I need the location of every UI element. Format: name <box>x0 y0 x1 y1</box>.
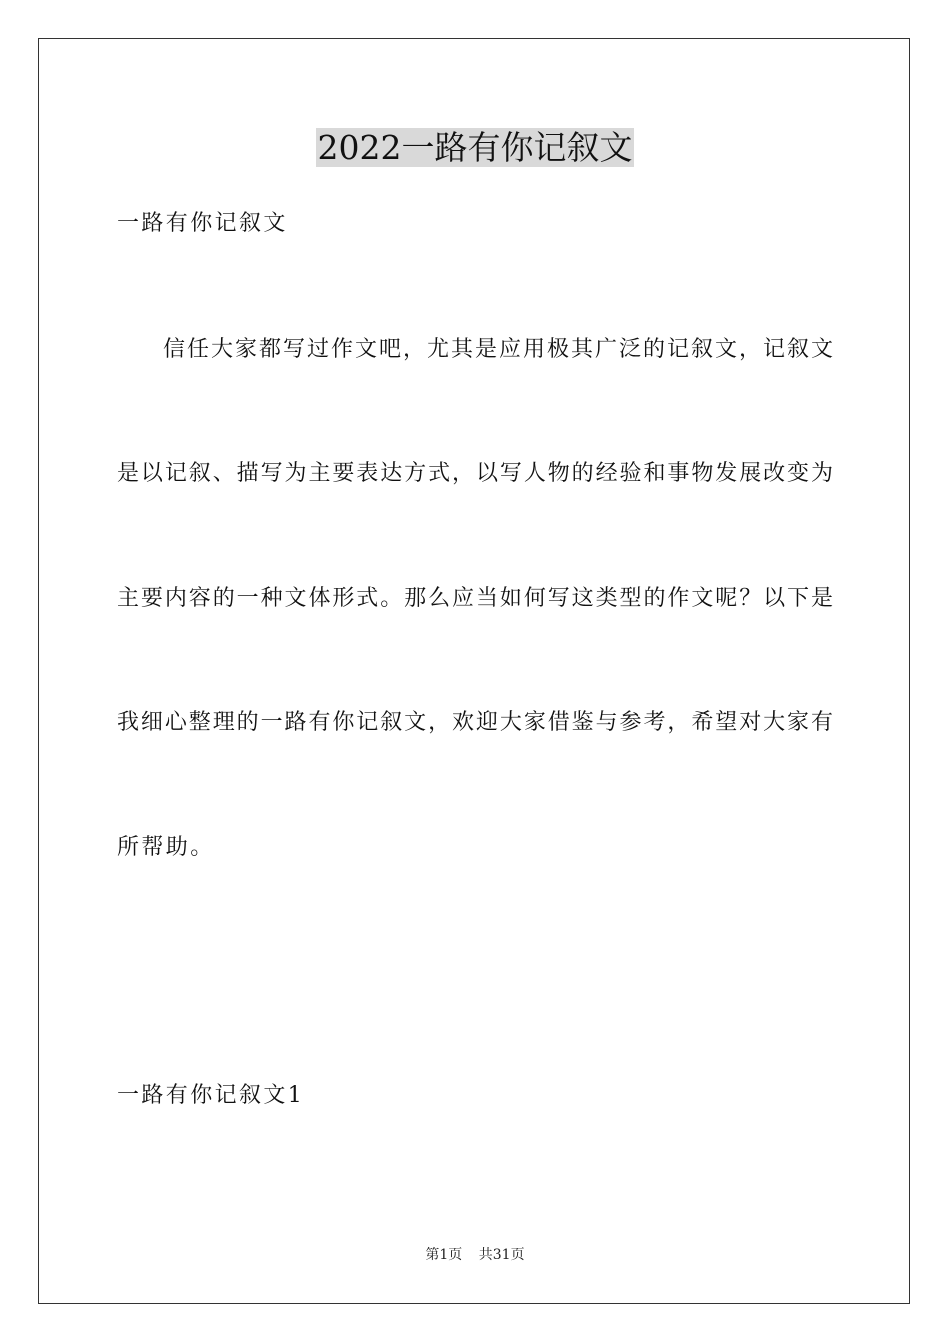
paragraph-line: 我细心整理的一路有你记叙文，欢迎大家借鉴与参考，希望对大家有 <box>117 710 833 735</box>
page-number: 第1页 <box>425 1247 463 1263</box>
paragraph-line: 信任大家都写过作文吧，尤其是应用极其广泛的记叙文，记叙文 <box>163 337 833 362</box>
section-heading: 一路有你记叙文1 <box>117 1083 305 1108</box>
paragraph-line: 所帮助。 <box>117 835 215 860</box>
paragraph-line: 是以记叙、描写为主要表达方式，以写人物的经验和事物发展改变为 <box>117 461 833 486</box>
document-subtitle: 一路有你记叙文 <box>117 211 288 236</box>
document-title-text: 2022一路有你记叙文 <box>317 128 633 167</box>
page-total: 共31页 <box>478 1247 525 1263</box>
document-title <box>0 126 950 170</box>
page-footer <box>0 1245 950 1265</box>
paragraph-line: 主要内容的一种文体形式。那么应当如何写这类型的作文呢？以下是 <box>117 586 833 611</box>
